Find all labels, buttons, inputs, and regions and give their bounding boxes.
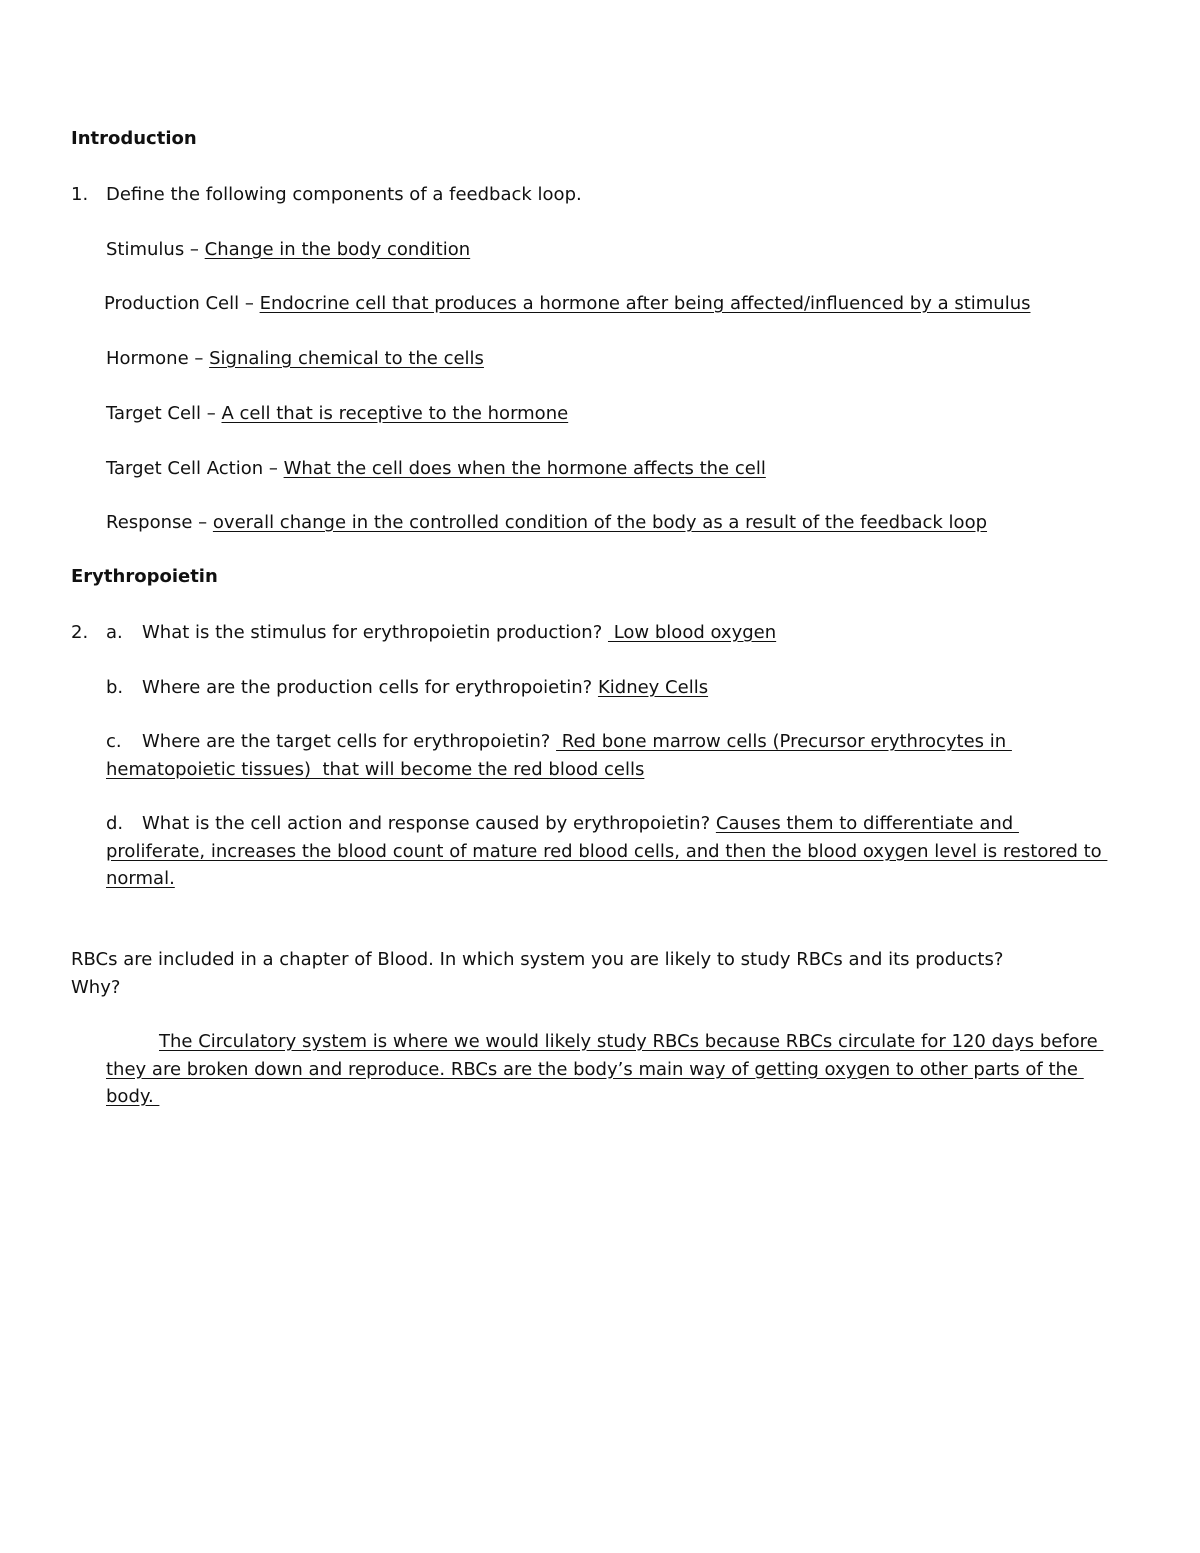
term-target-cell-action [106, 455, 766, 483]
erythropoietin-heading: Erythropoietin [71, 566, 218, 587]
question-text: Where are the target cells for erythropoietin? [142, 731, 557, 752]
rbc-answer-line1 [159, 1028, 1103, 1056]
rbc-question-line2: Why? [71, 977, 121, 998]
question-1-text: Define the following components of a feedback loop. [106, 184, 582, 205]
answer-text: Low blood oxygen [607, 622, 777, 643]
term-stimulus [106, 236, 470, 264]
term-answer: A cell that is receptive to the hormone [221, 403, 569, 424]
question-text: What is the cell action and response caused by erythropoietin? [142, 813, 716, 834]
term-hormone [106, 345, 484, 373]
answer-text: proliferate, increases the blood count of mature red blood cells, and then the blood oxygen level is restored to [106, 841, 1108, 862]
term-answer: overall change in the controlled condition of the body as a result of the feedback loop [212, 512, 988, 533]
answer-text: Red bone marrow cells (Precursor erythrocytes in [556, 731, 1012, 752]
introduction-heading: Introduction [71, 128, 197, 149]
question-2a [142, 619, 776, 647]
question-2d-line3 [106, 865, 175, 893]
term-answer: Change in the body condition [204, 239, 471, 260]
question-2-number: 2. [71, 622, 89, 643]
term-label: Target Cell – [106, 403, 222, 424]
question-2c-line1 [142, 728, 1012, 756]
term-label: Stimulus – [106, 239, 205, 260]
answer-text: The Circulatory system is where we would likely study RBCs because RBCs circulate for 120 days before [159, 1031, 1104, 1052]
answer-text: they are broken down and reproduce. RBCs are the body’s main way of getting oxygen to other parts of the [106, 1059, 1084, 1080]
rbc-question-line1: RBCs are included in a chapter of Blood. In which system you are likely to study RBCs and its products? [71, 949, 1004, 970]
term-target-cell [106, 400, 568, 428]
term-answer: What the cell does when the hormone affects the cell [283, 458, 766, 479]
question-2a-letter: a. [106, 622, 123, 643]
rbc-answer-line2 [106, 1056, 1084, 1084]
answer-text: normal. [106, 868, 175, 889]
question-2b-letter: b. [106, 677, 124, 698]
term-response [106, 509, 987, 537]
term-answer: Signaling chemical to the cells [209, 348, 484, 369]
question-2d-line2 [106, 838, 1107, 866]
term-label: Target Cell Action – [106, 458, 284, 479]
rbc-answer-line3 [106, 1083, 159, 1111]
question-2d-line1 [142, 810, 1019, 838]
question-2c-letter: c. [106, 731, 122, 752]
answer-text: Kidney Cells [597, 677, 709, 698]
question-2d-letter: d. [106, 813, 124, 834]
answer-text: hematopoietic tissues) that will become the red blood cells [106, 759, 645, 780]
question-text: Where are the production cells for erythropoietin? [142, 677, 598, 698]
question-2b [142, 674, 708, 702]
answer-text: Causes them to differentiate and [715, 813, 1019, 834]
question-2c-line2 [106, 756, 644, 784]
question-text: What is the stimulus for erythropoietin production? [142, 622, 608, 643]
term-label: Response – [106, 512, 213, 533]
term-label: Production Cell – [104, 293, 260, 314]
question-1-number: 1. [71, 184, 89, 205]
answer-text: body. [106, 1086, 160, 1107]
term-label: Hormone – [106, 348, 210, 369]
term-answer: Endocrine cell that produces a hormone after being affected/influenced by a stimulus [259, 293, 1031, 314]
term-production-cell [104, 290, 1030, 318]
